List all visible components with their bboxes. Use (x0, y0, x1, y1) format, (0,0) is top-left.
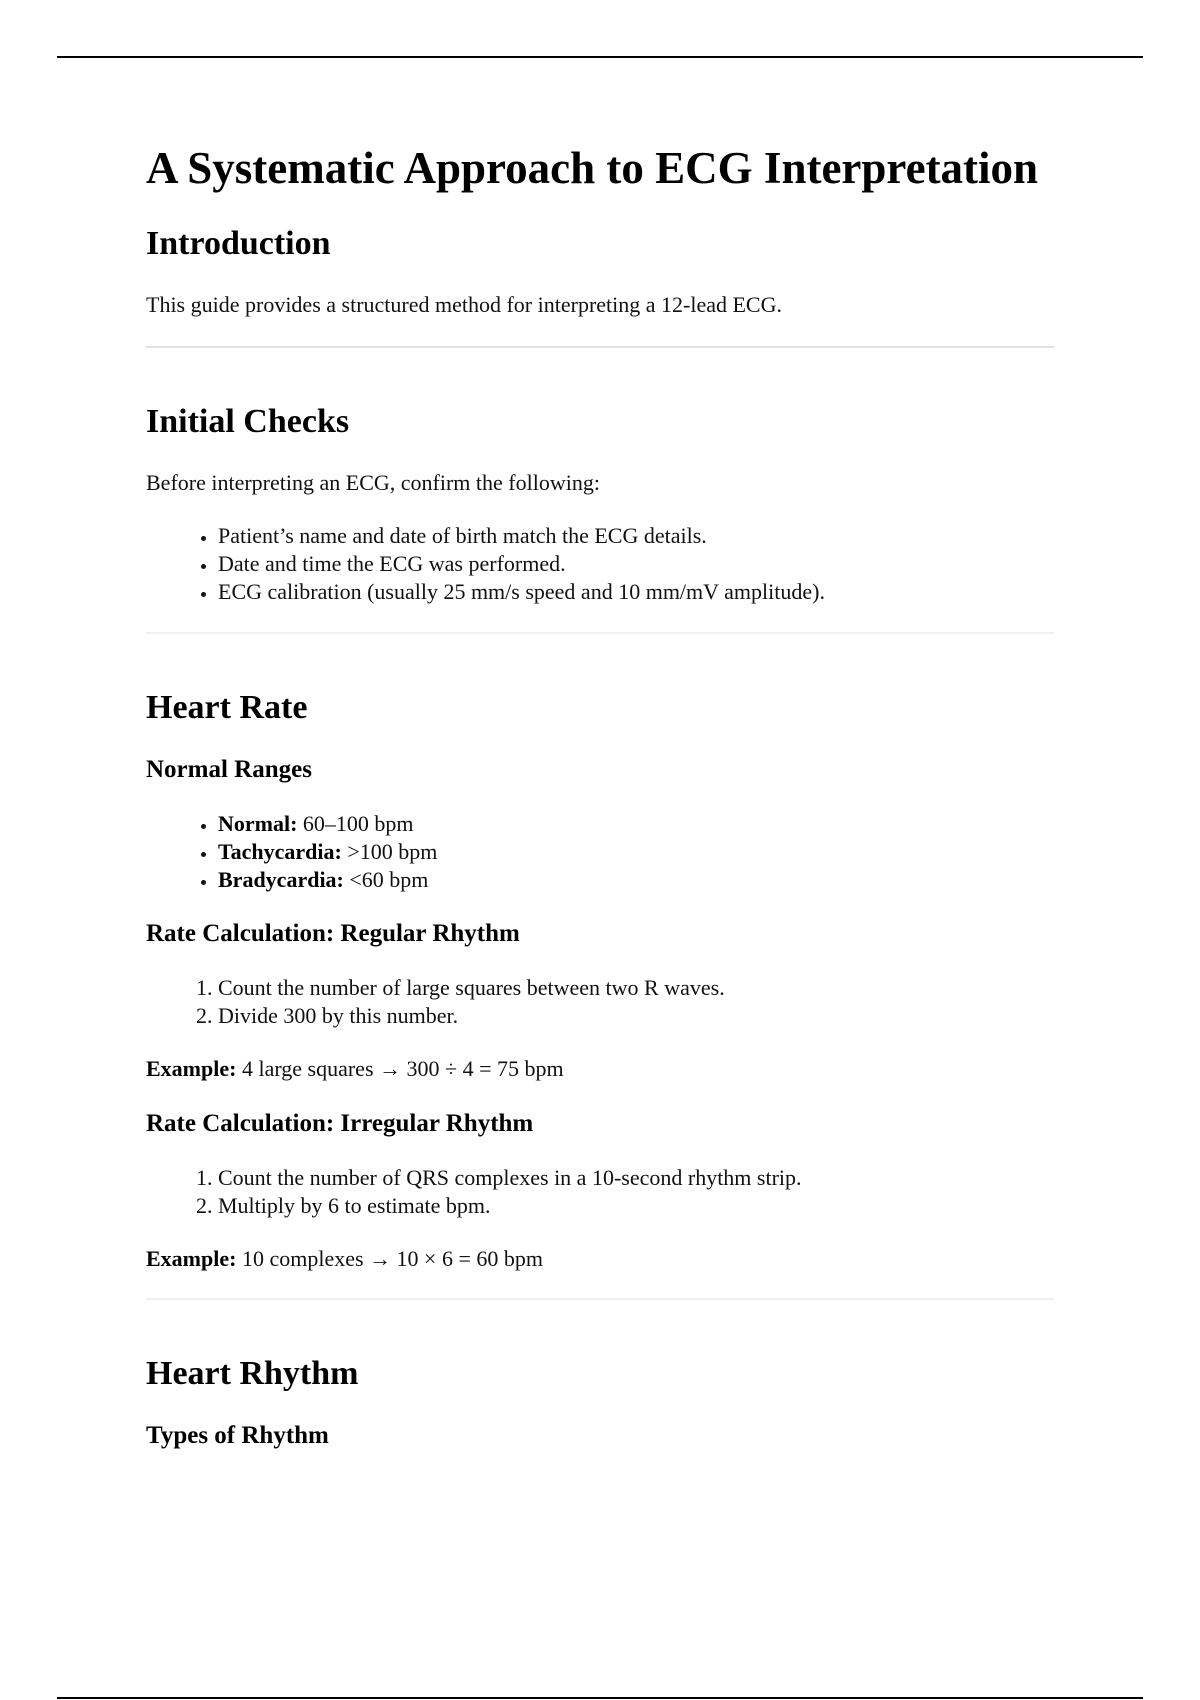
section-divider (146, 632, 1054, 634)
checklist (146, 522, 1054, 606)
normal-ranges-list (146, 810, 1054, 894)
example-text: 4 large squares → 300 ÷ 4 = 75 bpm (241, 1056, 564, 1081)
section-divider (146, 1298, 1054, 1300)
range-value: <60 bpm (349, 867, 429, 892)
list-item: 1. Count the number of large squares between two R waves. (218, 974, 1054, 1002)
subsection-heading: Rate Calculation: Regular Rhythm (146, 920, 520, 947)
page-top-rule (57, 56, 1143, 58)
subsection-heading: Rate Calculation: Irregular Rhythm (146, 1110, 534, 1137)
irregular-steps-list (146, 1164, 1054, 1220)
example-text: 10 complexes → 10 × 6 = 60 bpm (241, 1246, 543, 1271)
subsection-heading: Normal Ranges (146, 756, 312, 783)
list-item: 2. Multiply by 6 to estimate bpm. (218, 1192, 1054, 1220)
document-body (146, 140, 1054, 1476)
list-item: 1. Count the number of QRS complexes in a 10-second rhythm strip. (218, 1164, 1054, 1192)
range-label: Tachycardia: (218, 839, 342, 864)
example-paragraph (146, 1054, 1054, 1084)
section-heading: Initial Checks (146, 403, 350, 440)
section-introduction (146, 224, 1054, 320)
example-label: Example: (146, 1056, 237, 1081)
paragraph: This guide provides a structured method for interpreting a 12-lead ECG. (146, 292, 782, 317)
section-heart-rate (146, 688, 1054, 1274)
list-item: 2. Divide 300 by this number. (218, 1002, 1054, 1030)
list-item (218, 866, 1054, 894)
list-item: • ECG calibration (usually 25 mm/s speed and 10 mm/mV amplitude). (218, 578, 1054, 606)
list-item (218, 838, 1054, 866)
page-bottom-rule (57, 1697, 1143, 1699)
list-item (218, 810, 1054, 838)
range-label: Bradycardia: (218, 867, 344, 892)
document-title: A Systematic Approach to ECG Interpretation (146, 143, 1039, 193)
example-label: Example: (146, 1246, 237, 1271)
range-label: Normal: (218, 811, 298, 836)
list-item: • Date and time the ECG was performed. (218, 550, 1054, 578)
regular-steps-list (146, 974, 1054, 1030)
range-value: >100 bpm (347, 839, 438, 864)
paragraph: Before interpreting an ECG, confirm the following: (146, 470, 600, 495)
list-item: • Patient’s name and date of birth match the ECG details. (218, 522, 1054, 550)
range-value: 60–100 bpm (302, 811, 414, 836)
example-paragraph (146, 1244, 1054, 1274)
section-heart-rhythm (146, 1354, 1054, 1452)
section-heading: Heart Rate (146, 689, 308, 726)
section-divider (146, 346, 1054, 348)
section-initial-checks (146, 402, 1054, 606)
section-heading: Introduction (146, 225, 331, 262)
section-heading: Heart Rhythm (146, 1355, 359, 1392)
subsection-heading: Types of Rhythm (146, 1422, 329, 1449)
